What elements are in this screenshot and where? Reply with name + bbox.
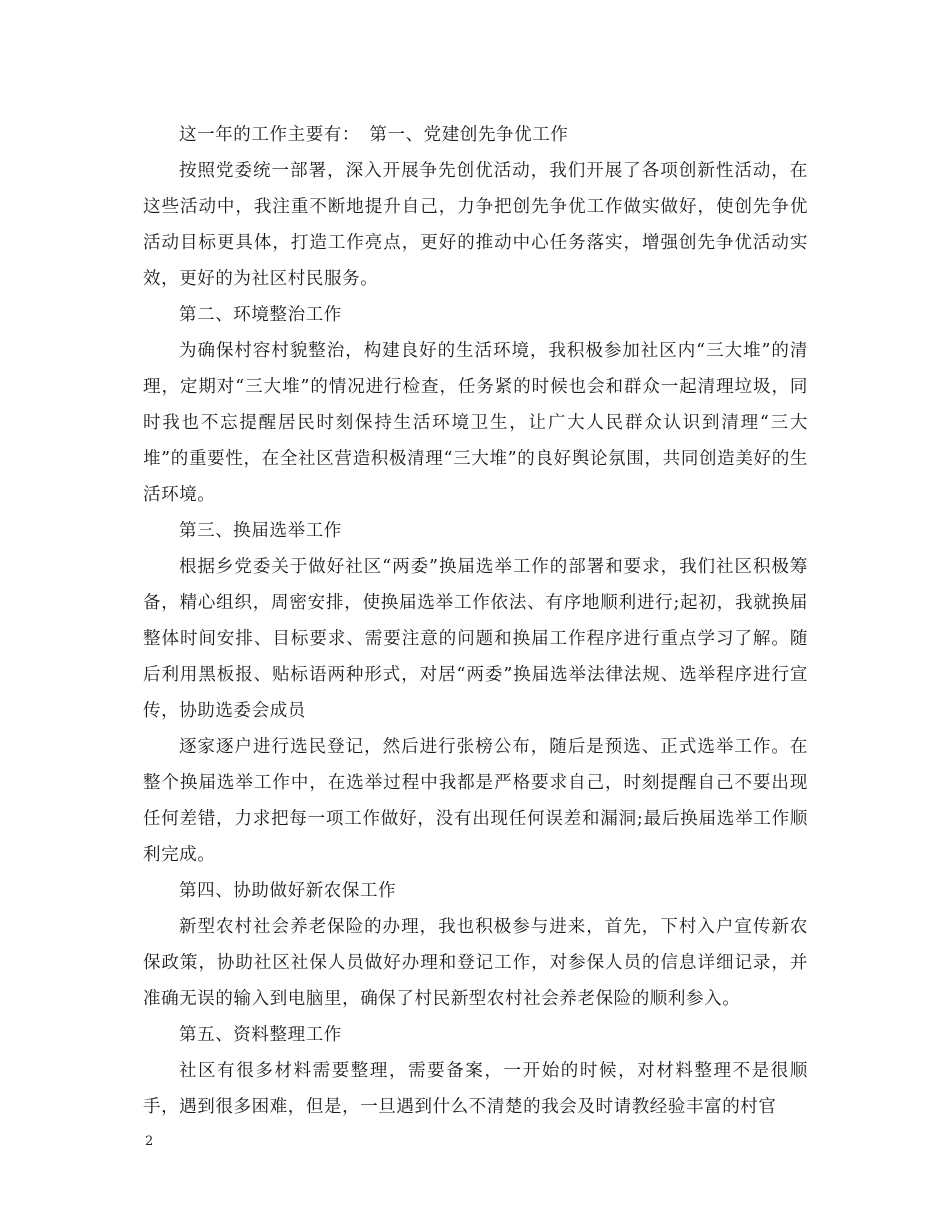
- heading-election: 第三、换届选举工作: [179, 521, 342, 541]
- paragraph-intro: 这一年的工作主要有： 第一、党建创先争优工作: [179, 125, 569, 145]
- page-number: 2: [145, 1134, 154, 1149]
- heading-environment: 第二、环境整治工作: [179, 305, 342, 325]
- paragraph-environment: 为确保村容村貌整治，构建良好的生活环境，我积极参加社区内“三大堆”的清理，定期对“三大堆”的情况进行检查，任务紧的时候也会和群众一起清理垃圾，同时我也不忘提醒居民时刻保持生活环境卫生，让广大人民群众认识到清理“三大堆”的重要性，在全社区营造积极清理“三大堆”的良好舆论氛围，共同创造美好的生活环境。: [143, 341, 808, 505]
- paragraph-party-building: 按照党委统一部署，深入开展争先创优活动，我们开展了各项创新性活动，在这些活动中，我注重不断地提升自己，力争把创先争优工作做实做好，使创先争优活动目标更具体，打造工作亮点，更好的推动中心任务落实，增强创先争优活动实效，更好的为社区村民服务。: [143, 161, 808, 289]
- paragraph-records: 社区有很多材料需要整理，需要备案，一开始的时候，对材料整理不是很顺手，遇到很多困难，但是，一旦遇到什么不清楚的我会及时请教经验丰富的村官: [143, 1061, 808, 1117]
- heading-records: 第五、资料整理工作: [179, 1025, 342, 1045]
- heading-pension: 第四、协助做好新农保工作: [179, 881, 397, 901]
- paragraph-election: 根据乡党委关于做好社区“两委”换届选举工作的部署和要求，我们社区积极筹备，精心组织，周密安排，使换届选举工作依法、有序地顺利进行;起初，我就换届整体时间安排、目标要求、需要注意的问题和换届工作程序进行重点学习了解。随后利用黑板报、贴标语两种形式，对居“两委”换届选举法律法规、选举程序进行宣传，协助选委会成员: [143, 557, 808, 721]
- paragraph-election-continued: 逐家逐户进行选民登记，然后进行张榜公布，随后是预选、正式选举工作。在整个换届选举工作中，在选举过程中我都是严格要求自己，时刻提醒自己不要出现任何差错，力求把每一项工作做好，没有出现任何误差和漏洞;最后换届选举工作顺利完成。: [143, 737, 808, 865]
- paragraph-pension: 新型农村社会养老保险的办理，我也积极参与进来，首先，下村入户宣传新农保政策，协助社区社保人员做好办理和登记工作，对参保人员的信息详细记录，并准确无误的输入到电脑里，确保了村民新型农村社会养老保险的顺利参入。: [143, 917, 808, 1009]
- document-body: [143, 117, 808, 1125]
